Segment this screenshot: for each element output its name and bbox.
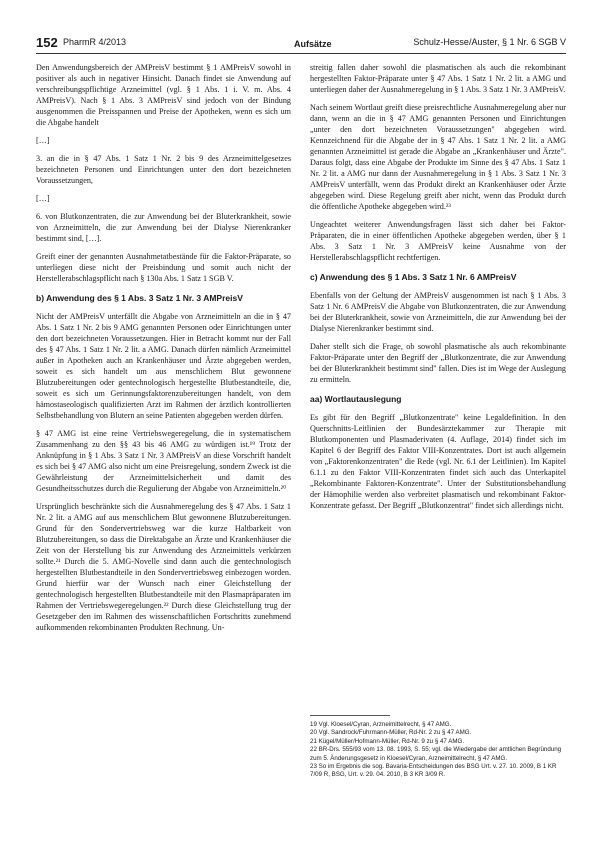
paragraph: Ursprünglich beschränkte sich die Ausnahmeregelung des § 47 Abs. 1 Satz 1 Nr. 2 lit. a AMG auf aus menschlichem Blut gewonnene Blutzubereitungen. Grund für den Sondervertriebsweg war die kurze Haltbarkeit von Blutzubereitungen, so dass die Direktabgabe an Ärzte und Krankenhäuser die Zeit von der Herstellung bis zur Anwendung des Arzneimittels verkürzen sollte.²¹ Durch die 5. AMG-Novelle sind dann auch die gentechnologisch hergestellten Blutbestandteile in den Sondervertriebsweg einbezogen worden. Grund hierfür war der Wunsch nach einer Gleichstellung der gentechnologisch hergestellten Blutbestandteile mit den Plasmapräparaten im Rahmen der Vertriebswegeregelungen.²² Durch diese Gleichstellung trug der Gesetzgeber den im Rahmen des wissenschaftlichen Fortschritts zunehmend aufkommenden rekombinanten Produkten Rechnung. Un- <box>36 502 291 632</box>
footnote: 22 BR-Drs. 555/93 vom 13. 08. 1993, S. 55; vgl. die Wiedergabe der amtlichen Begründung zum 5. Änderungsgesetz in Kloesel/Cyran, Arzneimittelrecht, § 47 AMG. <box>310 746 562 762</box>
right-column <box>310 62 566 518</box>
paragraph: […] <box>36 194 50 203</box>
paragraph: streitig fallen daher sowohl die plasmatischen als auch die rekombinant hergestellten Faktor-Präparate unter § 47 Abs. 1 Satz 1 Nr. 2 lit. a AMG und unterliegen daher der Ausnahmeregelung in § 1 Abs. 3 Satz 1 Nr. 3 AMPreisV. <box>310 63 566 94</box>
paragraph: Es gibt für den Begriff „Blutkonzentrate" keine Legaldefinition. In den Querschnitts-Leitlinien der Bundesärztekammer zur Therapie mit Blutkomponenten und Plasmaderivaten (4. Auflage, 2014) findet sich im Kapitel 6 der Begriff des Faktor VIII-Konzentrates. Dort ist auch allgemein von „Faktorenkonzentraten" die Rede (vgl. Nr. 6.1 der Leitlinien). Im Kapitel 6.1.1 zu den Faktor VIII-Konzentraten findet sich auch das Unterkapitel „Rekombinante Faktoren-Konzentrate". Unter der Substitutionsbehandlung der Hämophilie werden also verbreitet plasmatisch und rekombinant Faktor-Konzentrate gefasst. Der Begriff „Blutkonzentrat" findet sich allerdings nicht. <box>310 413 566 510</box>
paragraph: Ebenfalls von der Geltung der AMPreisV ausgenommen ist nach § 1 Abs. 3 Satz 1 Nr. 6 AMPreisV die Abgabe von Blutkonzentraten, die zur Anwendung bei der Bluterkrankheit, sowie von Arzneimitteln, die zur Anwendung bei der Dialyse Nierenkranker bestimmt sind. <box>310 291 566 333</box>
footnote-rule <box>310 715 390 716</box>
left-column <box>36 62 291 640</box>
paragraph: Ungeachtet weiterer Anwendungsfragen lässt sich daher bei Faktor-Präparaten, die in einer öffentlichen Apotheke abgegeben werden, über § 1 Abs. 3 Satz 1 Nr. 3 AMPreisV keine Ausnahme von der Herstellerabschlagspflicht rechtfertigen. <box>310 220 566 262</box>
footnote: 21 Kügel/Müller/Hofmann-Müller, Rd-Nr. 9 zu § 47 AMG. <box>310 737 465 745</box>
section-heading: c) Anwendung des § 1 Abs. 3 Satz 1 Nr. 6 AMPreisV <box>310 272 517 282</box>
section-heading: b) Anwendung des § 1 Abs. 3 Satz 1 Nr. 3 AMPreisV <box>36 293 243 303</box>
paragraph: […] <box>36 136 50 145</box>
paragraph: Den Anwendungsbereich der AMPreisV bestimmt § 1 AMPreisV sowohl in positiver als auch in negativer Hinsicht. Danach findet sie Anwendung auf verschreibungspflichtige Arzneimittel (vgl. § 1 Abs. 1 i. V. m. Abs. 4 AMPreisV). Nach § 1 Abs. 3 AMPreisV sind jedoch von der Bindung ausgenommen die Preisspannen und Preise der Apotheken, wenn es sich um die Abgabe handelt <box>36 63 291 127</box>
paragraph: § 47 AMG ist eine reine Vertriebswegeregelung, die in systematischem Zusammenhang zu den §§ 43 bis 46 AMG zu würdigen ist.¹⁹ Trotz der Anknüpfung in § 1 Abs. 3 Satz 1 Nr. 3 AMPreisV an diese Vorschrift handelt es sich bei § 47 AMG also nicht um eine Preisregelung, sondern Zweck ist die Gewährleistung der Arzneimittelsicherheit und damit des Gesundheitsschutzes durch die Regulierung der Abgabe von Arzneimitteln.²⁰ <box>36 429 291 493</box>
paragraph: 6. von Blutkonzentraten, die zur Anwendung bei der Bluterkrankheit, sowie von Arzneimitteln, die zur Anwendung bei der Dialyse Nierenkranker bestimmt sind, […]. <box>36 212 291 243</box>
journal-name: PharmR 4/2013 <box>63 37 127 47</box>
footnote: 19 Vgl. Kloesel/Cyran, Arzneimittelrecht, § 47 AMG. <box>310 721 452 728</box>
section-heading: aa) Wortlautauslegung <box>310 394 402 404</box>
paragraph: Nicht der AMPreisV unterfällt die Abgabe von Arzneimitteln an die in § 47 Abs. 1 Satz 1 Nr. 2 bis 9 AMG genannten Personen oder Einrichtungen unter den dort bezeichneten Voraussetzungen. Hier in Betracht kommt nur der Fall des § 47 Abs. 1 Satz 1 Nr. 2 lit. a AMG. Danach dürfen nämlich Arzneimittel außer in Apotheken auch an Krankenhäuser und Ärzte abgegeben werden, soweit es sich handelt um aus menschlichem Blut gewonnene Blutzubereitungen oder gentechnologisch hergestellte Blutbestandteile, die, soweit es sich um Gerinnungsfaktorenzubereitungen handelt, von dem hämostaseologisch qualifizierten Arzt im Rahmen der ärztlich kontrollierten Selbstbehandlung von Blutern an seine Patienten abgegeben werden dürfen. <box>36 312 291 420</box>
paragraph: Greift einer der genannten Ausnahmetatbestände für die Faktor-Präparate, so unterliegen diese nicht der Preisbindung und somit auch nicht der Herstellerabschlagspflicht nach § 130a Abs. 1 Satz 1 SGB V. <box>36 252 291 283</box>
page-number: 152 <box>36 35 58 50</box>
paragraph: Nach seinem Wortlaut greift diese preisrechtliche Ausnahmeregelung aber nur dann, wenn an die in § 47 AMG genannten Personen und Einrichtungen „unter den dort bezeichneten Voraussetzungen" abgegeben wird. Kennzeichnend für die Abgabe der in § 47 Abs. 1 Satz 1 Nr. 2 lit. a AMG genannten Arzneimittel ist gerade die Abgabe an „Krankenhäuser und Ärzte". Daraus folgt, dass eine Abgabe der Produkte im Sinne des § 47 Abs. 1 Satz 1 Nr. 2 lit. a AMG nur dann der Ausnahmeregelung in § 1 Abs. 3 Satz 1 Nr. 3 AMPreisV unterfällt, wenn das Produkt direkt an Krankenhäuser oder Ärzte abgegeben wird. Diese Regelung greift aber nicht, wenn das Produkt durch die öffentliche Apotheke abgegeben wird.²³ <box>310 103 566 211</box>
page-header <box>36 35 566 55</box>
footnote: 20 Vgl. Sandrock/Fuhrmann-Müller, Rd-Nr. 2 zu § 47 AMG. <box>310 729 472 737</box>
section-label: Aufsätze <box>294 39 332 49</box>
paragraph: Daher stellt sich die Frage, ob sowohl plasmatische als auch rekombinante Faktor-Präparate unter den Begriff der „Blutkonzentrate, die zur Anwendung bei der Bluterkrankheit bestimmt sind" fallen. Dies ist im Wege der Auslegung zu ermitteln. <box>310 342 566 384</box>
header-rule <box>36 53 566 54</box>
running-title: Schulz-Hesse/Auster, § 1 Nr. 6 SGB V <box>413 37 566 47</box>
footnote: 23 So im Ergebnis die sog. Bavaria-Entscheidungen des BSG Urt. v. 27. 10. 2009, B 1 KR 7/09 R, BSG, Urt. v. 29. 04. 2010, B 3 KR 3/09 R. <box>310 763 557 779</box>
paragraph: 3. an die in § 47 Abs. 1 Satz 1 Nr. 2 bis 9 des Arzneimittelgesetzes bezeichneten Personen und Einrichtungen unter den dort bezeichneten Voraussetzungen, <box>36 154 291 185</box>
footnotes <box>310 721 566 780</box>
